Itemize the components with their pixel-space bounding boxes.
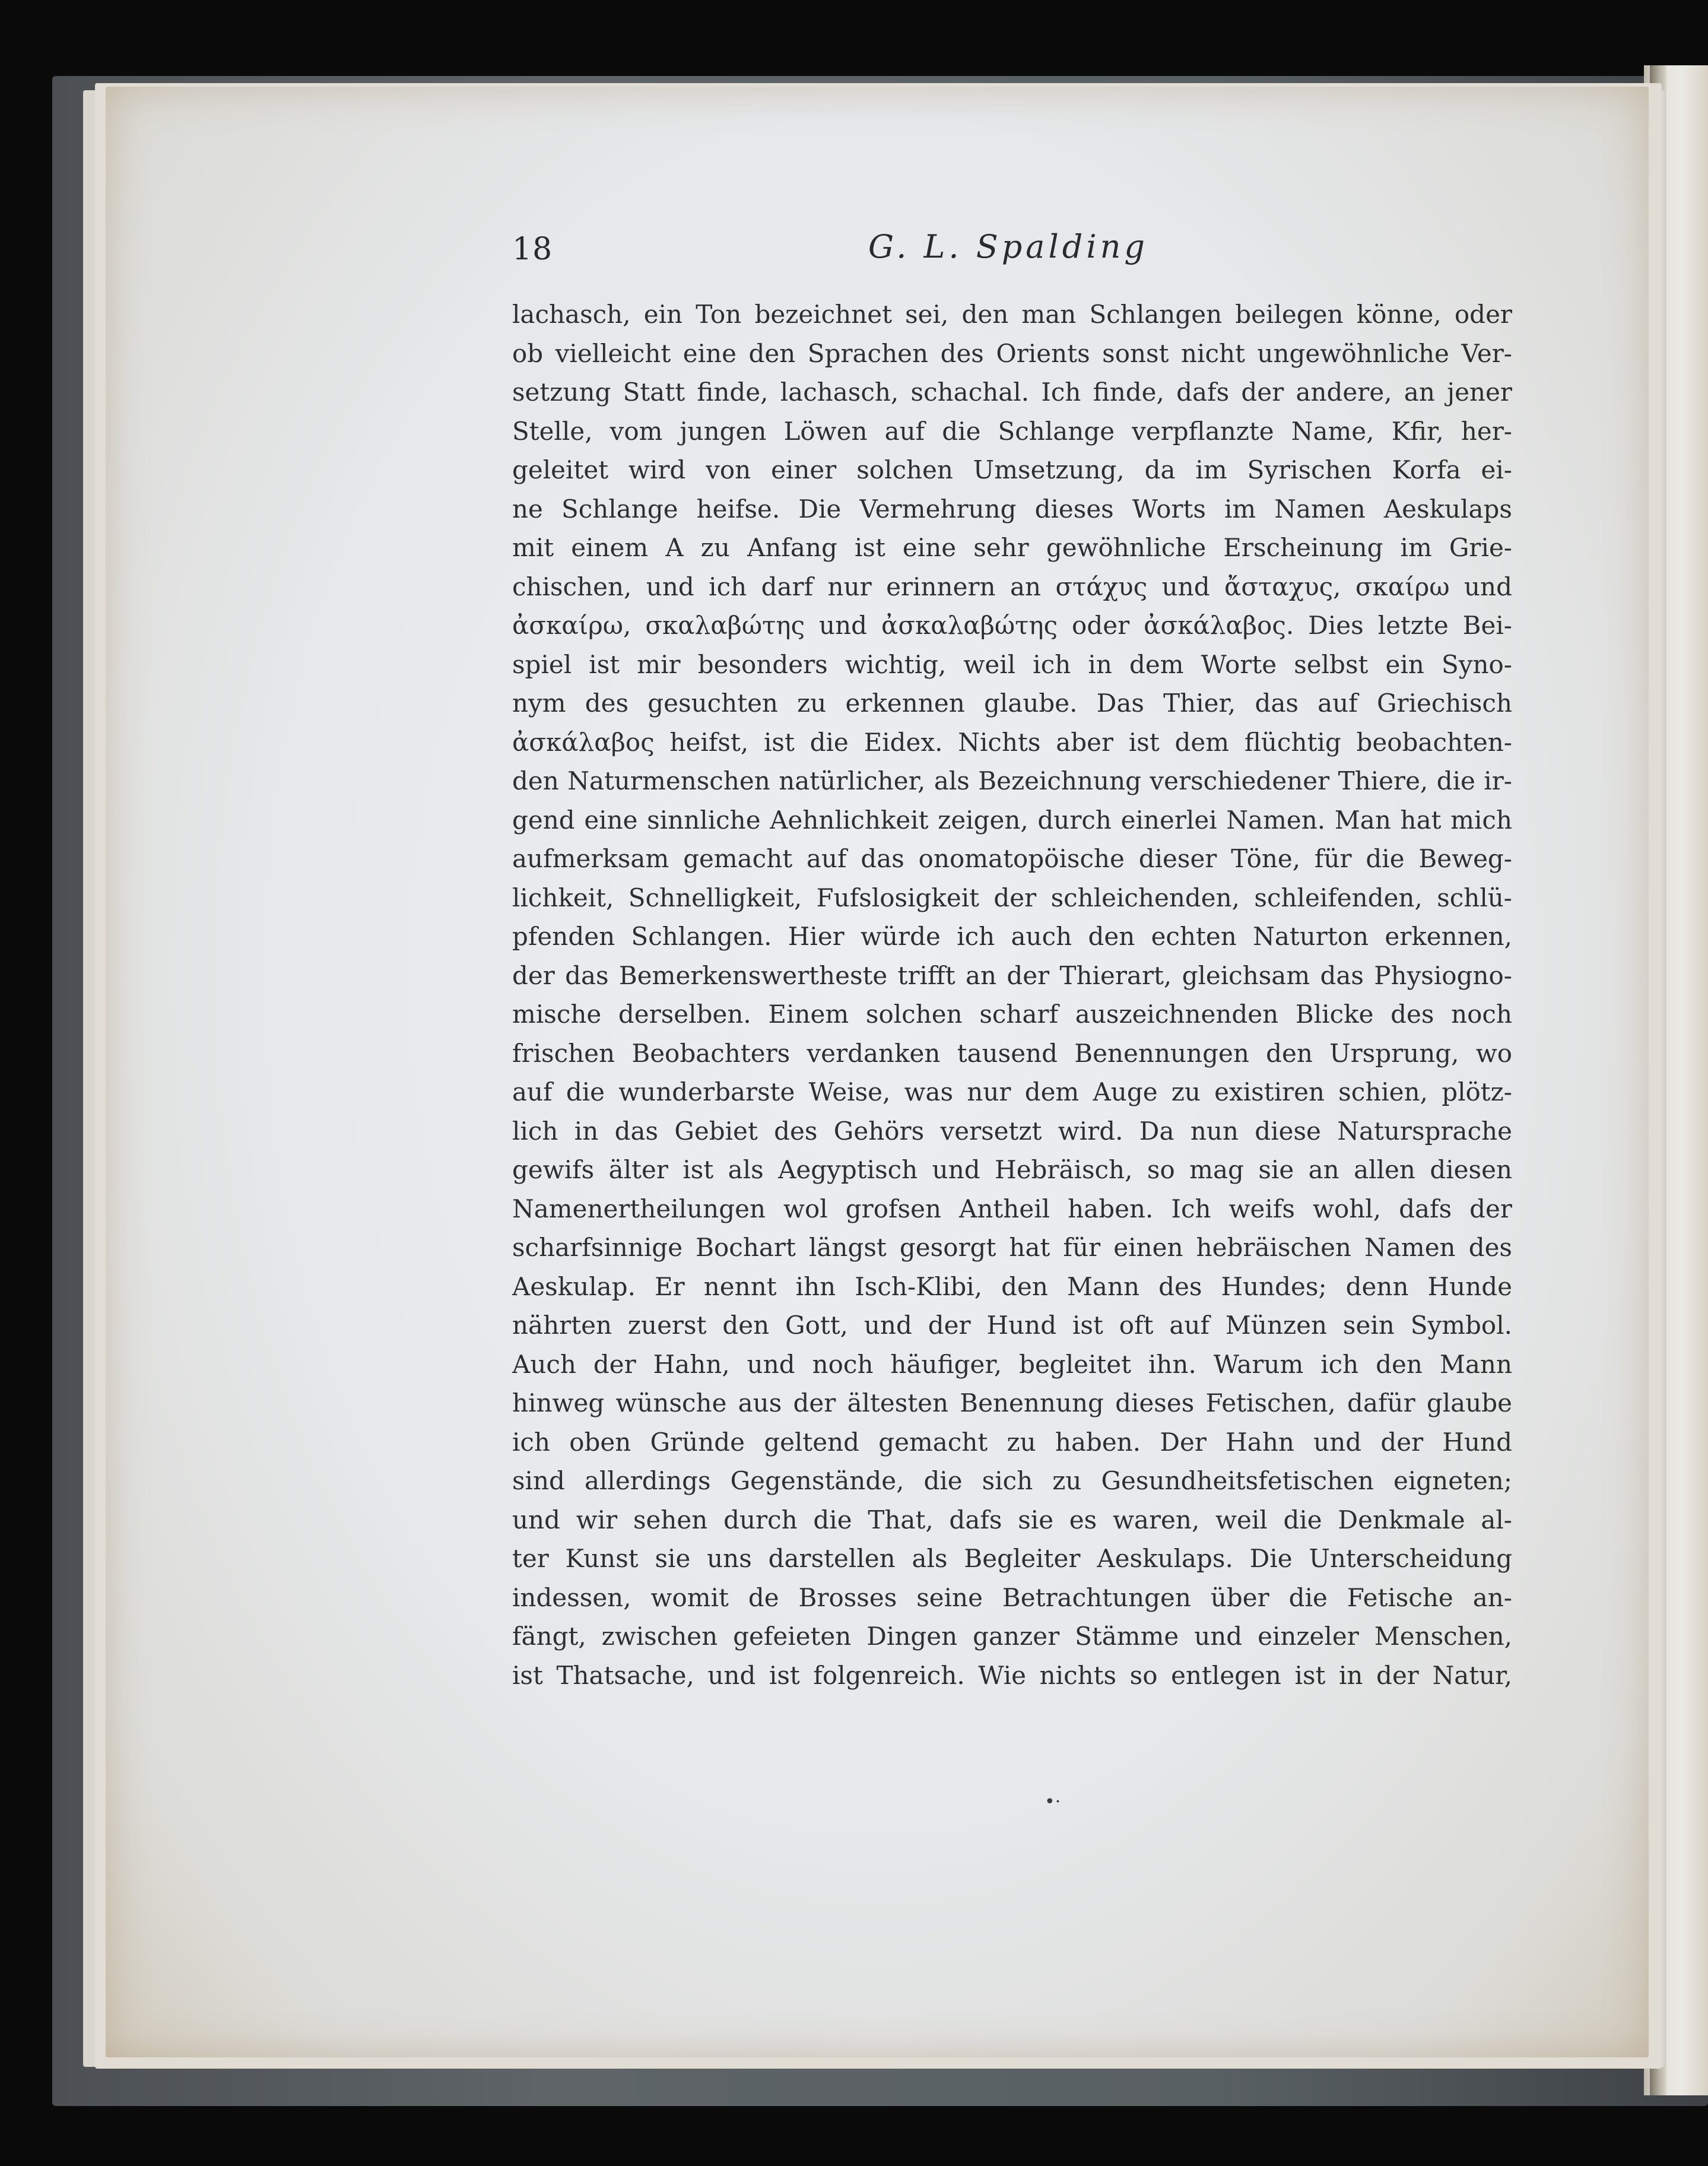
text-line: gend eine sinnliche Aehnlichkeit zeigen, durch einerlei Namen. Man hat mich — [512, 805, 1512, 835]
text-line: auf die wunderbarste Weise, was nur dem Auge zu existiren schien, plötz- — [512, 1077, 1512, 1106]
text-line: Stelle, vom jungen Löwen auf die Schlange verpflanzte Name, Kfir, her- — [512, 416, 1512, 446]
text-line: setzung Statt finde, lachasch, schachal. Ich finde, dafs der andere, an jener — [512, 378, 1512, 407]
text-line: pfenden Schlangen. Hier würde ich auch den echten Naturton erkennen, — [512, 922, 1512, 951]
text-line: ob vielleicht eine den Sprachen des Orients sonst nicht ungewöhnliche Ver- — [512, 338, 1512, 368]
text-line: frischen Beobachters verdanken tausend Benennungen den Ursprung, wo — [512, 1038, 1512, 1068]
text-line: mische derselben. Einem solchen scharf auszeichnenden Blicke des noch — [512, 1000, 1512, 1029]
text-line: Auch der Hahn, und noch häufiger, begleitet ihn. Warum ich den Mann — [512, 1349, 1512, 1379]
text-line: ich oben Gründe geltend gemacht zu haben. Der Hahn und der Hund — [512, 1427, 1512, 1457]
text-line: ter Kunst sie uns darstellen als Begleiter Aeskulaps. Die Unterscheidung — [512, 1544, 1512, 1573]
running-head — [512, 228, 1509, 275]
text-line: den Naturmenschen natürlicher, als Bezeichnung verschiedener Thiere, die ir- — [512, 766, 1512, 795]
text-line: hinweg wünsche aus der ältesten Benennung dieses Fetischen, dafür glaube — [512, 1388, 1512, 1417]
text-line: mit einem A zu Anfang ist eine sehr gewöhnliche Erscheinung im Grie- — [512, 533, 1512, 562]
page-ornament: •· — [1045, 1791, 1061, 1812]
text-line: ἀσκαίρω, σκαλαβώτης und ἀσκαλαβώτης oder ἀσκάλαβος. Dies letzte Bei- — [512, 611, 1512, 640]
text-line: Aeskulap. Er nennt ihn Isch-Klibi, den Mann des Hundes; denn Hunde — [512, 1271, 1512, 1301]
text-line: nym des gesuchten zu erkennen glaube. Das Thier, das auf Griechisch — [512, 689, 1512, 718]
text-line: Namenertheilungen wol grofsen Antheil haben. Ich weifs wohl, dafs der — [512, 1194, 1512, 1223]
text-line: ne Schlange heifse. Die Vermehrung dieses Worts im Namen Aeskulaps — [512, 494, 1512, 524]
text-line: spiel ist mir besonders wichtig, weil ich in dem Worte selbst ein Syno- — [512, 649, 1512, 679]
text-line: der das Bemerkenswertheste trifft an der Thierart, gleichsam das Physiogno- — [512, 960, 1512, 990]
text-line: geleitet wird von einer solchen Umsetzung, da im Syrischen Korfa ei- — [512, 455, 1512, 484]
text-line: ist Thatsache, und ist folgenreich. Wie nichts so entlegen ist in der Natur, — [512, 1660, 1512, 1690]
body-text — [512, 295, 1512, 1695]
text-line: ἀσκάλαβος heifst, ist die Eidex. Nichts aber ist dem flüchtig beobachten- — [512, 727, 1512, 757]
text-line: sind allerdings Gegenstände, die sich zu Gesundheitsfetischen eigneten; — [512, 1466, 1512, 1495]
text-line: aufmerksam gemacht auf das onomatopöische dieser Töne, für die Beweg- — [512, 844, 1512, 873]
text-line: chischen, und ich darf nur erinnern an στάχυς und ἄσταχυς, σκαίρω und — [512, 572, 1512, 601]
text-line: gewifs älter ist als Aegyptisch und Hebräisch, so mag sie an allen diesen — [512, 1155, 1512, 1184]
running-head-author: G. L. Spalding — [868, 228, 1148, 265]
text-line: nährten zuerst den Gott, und der Hund ist oft auf Münzen sein Symbol. — [512, 1311, 1512, 1340]
text-line: lachasch, ein Ton bezeichnet sei, den man Schlangen beilegen könne, oder — [512, 300, 1512, 329]
page-number: 18 — [512, 231, 553, 267]
text-line: scharfsinnige Bochart längst gesorgt hat für einen hebräischen Namen des — [512, 1233, 1512, 1262]
text-line: indessen, womit de Brosses seine Betrachtungen über die Fetische an- — [512, 1583, 1512, 1612]
text-line: fängt, zwischen gefeieten Dingen ganzer Stämme und einzeler Menschen, — [512, 1622, 1512, 1651]
text-line: und wir sehen durch die That, dafs sie es waren, weil die Denkmale al- — [512, 1505, 1512, 1534]
text-line: lich in das Gebiet des Gehörs versetzt wird. Da nun diese Natursprache — [512, 1116, 1512, 1146]
text-line: lichkeit, Schnelligkeit, Fufslosigkeit der schleichenden, schleifenden, schlü- — [512, 883, 1512, 912]
